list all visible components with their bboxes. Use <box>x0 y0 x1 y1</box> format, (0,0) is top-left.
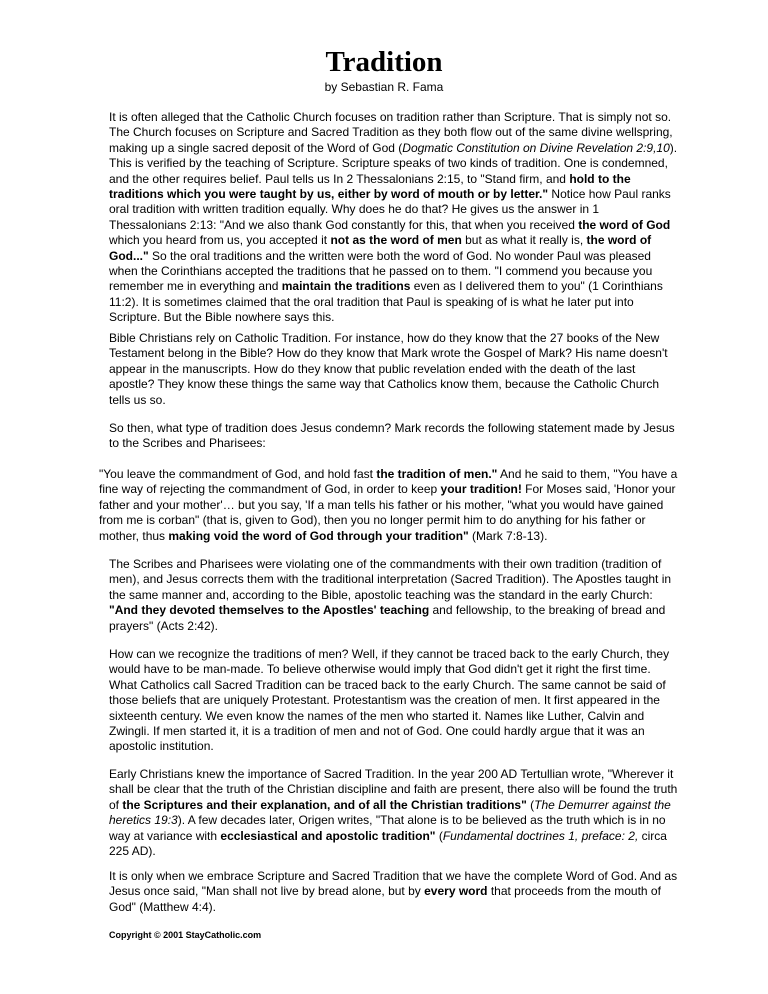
italic-citation: The Demurrer against the heretics 19:3 <box>109 797 671 828</box>
paragraph-7: Early Christians knew the importance of Sacred Tradition. In the year 200 AD Tertullian wrote, "Wherever it shall be clear that the truth of the Christian discipline and faith are present, there also will be found the truth of the Scriptures and their explanation, and of all the Christian traditions" (The Demurrer against the heretics 19:3). A few decades later, Origen writes, "That alone is to be believed as the truth which is in no way at variance with ecclesiastical and apostolic tradition" (Fundamental doctrines 1, preface: 2, circa 225 AD). <box>109 767 678 859</box>
bold-emphasis: your tradition! <box>440 482 522 497</box>
paragraph-8: It is only when we embrace Scripture and Sacred Tradition that we have the complete Word of God. And as Jesus once said, "Man shall not live by bread alone, but by every word that proceeds from the mouth of God" (Matthew 4:4). <box>109 869 678 914</box>
paragraph-3: So then, what type of tradition does Jesus condemn? Mark records the following statement made by Jesus to the Scribes and Pharisees: <box>109 421 675 451</box>
page-title: Tradition <box>325 46 443 78</box>
bold-emphasis: maintain the traditions <box>281 279 411 294</box>
bold-emphasis: hold to the traditions which you were taught by us, either by word of mouth or by letter." <box>109 171 631 202</box>
paragraph-6: How can we recognize the traditions of men? Well, if they cannot be traced back to the early Church, they would have to be man-made. To believe otherwise would imply that God didn't get it right the first time. What Catholics call Sacred Tradition can be traced back to the early Church. The same cannot be said of those beliefs that are uniquely Protestant. Protestantism was the creation of men. It first appeared in the sixteenth century. We even know the names of the men who started it. Names like Luther, Calvin and Zwingli. If men started it, it is a tradition of men and not of God. One could hardly argue that it was an apostolic institution. <box>109 647 670 754</box>
bold-emphasis: the Scriptures and their explanation, and of all the Christian traditions" <box>122 797 527 812</box>
paragraph-2: Bible Christians rely on Catholic Tradition. For instance, how do they know that the 27 books of the New Testament belong in the Bible? How do they know that Mark wrote the Gospel of Mark? His name doesn't appear in the manuscripts. How do they know that public revelation ended with the death of the last apostle? They know these things the same way that Catholics know them, because the Catholic Church tells us so. <box>109 331 668 407</box>
bold-emphasis: making void the word of God through your tradition" <box>168 528 469 543</box>
copyright-footer: Copyright © 2001 StayCatholic.com <box>109 930 262 940</box>
italic-citation: Dogmatic Constitution on Divine Revelation 2:9,10 <box>402 140 670 155</box>
quote-paragraph: "You leave the commandment of God, and hold fast the tradition of men." And he said to them, "You have a fine way of rejecting the commandment of God, in order to keep your tradition! For Moses said, 'Honor your father and your mother'… but you say, 'If a man tells his father or his mother, "what you would have gained from me is corban" (that is, given to God), then you no longer permit him to do anything for his father or mother, thus making void the word of God through your tradition" (Mark 7:8-13). <box>99 467 678 543</box>
bold-emphasis: the word of God <box>578 217 671 232</box>
bold-emphasis: ecclesiastical and apostolic tradition" <box>220 828 436 843</box>
paragraph-1: It is often alleged that the Catholic Church focuses on tradition rather than Scripture. That is simply not so. The Church focuses on Scripture and Sacred Tradition as they both flow out of the same divine wellspring, making up a single sacred deposit of the Word of God (Dogmatic Constitution on Divine Revelation 2:9,10). This is verified by the teaching of Scripture. Scripture speaks of two kinds of tradition. One is condemned, and the other requires belief. Paul tells us In 2 Thessalonians 2:15, to "Stand firm, and hold to the traditions which you were taught by us, either by word of mouth or by letter." Notice how Paul ranks oral tradition with written tradition equally. Why does he do that? He gives us the answer in 1 Thessalonians 2:13: "And we also thank God constantly for this, that when you received the word of God which you heard from us, you accepted it not as the word of men but as what it really is, the word of God..." So the oral traditions and the written were both the word of God. No wonder Paul was pleased when the Corinthians accepted the traditions that he passed on to them. "I commend you because you remember me in everything and maintain the traditions even as I delivered them to you" (1 Corinthians 11:2). It is sometimes claimed that the oral tradition that Paul is speaking of is what he later put into Scripture. But the Bible nowhere says this. <box>109 110 678 325</box>
author-byline: by Sebastian R. Fama <box>324 80 444 94</box>
bold-emphasis: the word of God..." <box>109 233 652 263</box>
bold-emphasis: not as the word of men <box>330 233 462 248</box>
paragraph-5: The Scribes and Pharisees were violating one of the commandments with their own tradition (tradition of men), and Jesus corrects them with the traditional interpretation (Sacred Tradition). The Apostles taught in the same manner and, according to the Bible, apostolic teaching was the standard in the early Church: "And they devoted themselves to the Apostles' teaching and fellowship, to the breaking of bread and prayers" (Acts 2:42). <box>109 557 672 633</box>
bold-emphasis: the tradition of men." <box>376 467 498 481</box>
bold-emphasis: "And they devoted themselves to the Apostles' teaching <box>109 603 430 618</box>
italic-citation: Fundamental doctrines 1, preface: 2, <box>442 828 639 843</box>
bold-emphasis: every word <box>424 884 488 899</box>
